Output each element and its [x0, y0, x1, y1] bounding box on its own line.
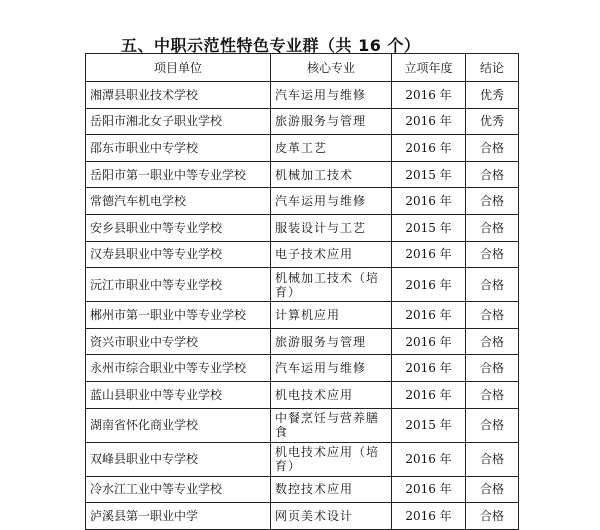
cell-major: 汽车运用与维修: [271, 355, 392, 382]
cell-year: 2016 年: [392, 355, 466, 382]
header-year: 立项年度: [392, 54, 466, 82]
cell-major: 机械加工技术（培育）: [271, 268, 392, 302]
cell-major: 旅游服务与管理: [271, 328, 392, 355]
cell-year: 2016 年: [392, 328, 466, 355]
table-row: [86, 188, 519, 215]
cell-year: 2016 年: [392, 302, 466, 329]
cell-major: 电子技术应用: [271, 241, 392, 268]
cell-unit: 沅江市职业中等专业学校: [86, 268, 271, 302]
table-row: [86, 442, 519, 476]
cell-unit: 湖南省怀化商业学校: [86, 408, 271, 442]
cell-unit: 岳阳市第一职业中等专业学校: [86, 161, 271, 188]
table-row: [86, 82, 519, 109]
cell-result: 合格: [466, 135, 519, 162]
cell-major: 汽车运用与维修: [271, 82, 392, 109]
cell-result: 合格: [466, 503, 519, 530]
cell-major: 机械加工技术: [271, 161, 392, 188]
cell-year: 2016 年: [392, 268, 466, 302]
cell-unit: 湘潭县职业技术学校: [86, 82, 271, 109]
cell-major: 数控技术应用: [271, 476, 392, 503]
cell-major: 中餐烹饪与营养膳食: [271, 408, 392, 442]
header-major: 核心专业: [271, 54, 392, 82]
table-row: [86, 268, 519, 302]
cell-major: 服装设计与工艺: [271, 214, 392, 241]
cell-year: 2016 年: [392, 476, 466, 503]
table-row: [86, 302, 519, 329]
header-result: 结论: [466, 54, 519, 82]
cell-result: 合格: [466, 161, 519, 188]
table-row: [86, 161, 519, 188]
cell-result: 合格: [466, 302, 519, 329]
cell-result: 合格: [466, 188, 519, 215]
cell-year: 2015 年: [392, 161, 466, 188]
table-row: [86, 135, 519, 162]
cell-unit: 邵东市职业中专学校: [86, 135, 271, 162]
cell-result: 合格: [466, 381, 519, 408]
cell-result: 合格: [466, 476, 519, 503]
table-row: [86, 381, 519, 408]
table-row: [86, 328, 519, 355]
cell-major: 网页美术设计: [271, 503, 392, 530]
cell-year: 2016 年: [392, 442, 466, 476]
cell-year: 2016 年: [392, 135, 466, 162]
table-row: [86, 408, 519, 442]
cell-major: 旅游服务与管理: [271, 108, 392, 135]
cell-unit: 常德汽车机电学校: [86, 188, 271, 215]
specialty-group-table: [85, 53, 519, 530]
cell-unit: 双峰县职业中专学校: [86, 442, 271, 476]
cell-year: 2016 年: [392, 82, 466, 109]
cell-year: 2016 年: [392, 381, 466, 408]
table-row: [86, 241, 519, 268]
cell-unit: 冷水江工业中等专业学校: [86, 476, 271, 503]
cell-year: 2015 年: [392, 408, 466, 442]
cell-major: 皮革工艺: [271, 135, 392, 162]
cell-unit: 汉寿县职业中等专业学校: [86, 241, 271, 268]
table-row: [86, 214, 519, 241]
table-header-row: [86, 54, 519, 82]
cell-result: 优秀: [466, 108, 519, 135]
table-row: [86, 355, 519, 382]
cell-year: 2016 年: [392, 188, 466, 215]
cell-unit: 岳阳市湘北女子职业学校: [86, 108, 271, 135]
cell-major: 汽车运用与维修: [271, 188, 392, 215]
cell-unit: 郴州市第一职业中等专业学校: [86, 302, 271, 329]
cell-result: 合格: [466, 214, 519, 241]
cell-major: 机电技术应用（培育）: [271, 442, 392, 476]
cell-unit: 安乡县职业中等专业学校: [86, 214, 271, 241]
cell-major: 机电技术应用: [271, 381, 392, 408]
cell-result: 合格: [466, 355, 519, 382]
cell-year: 2016 年: [392, 503, 466, 530]
table-body: [86, 82, 519, 530]
cell-unit: 永州市综合职业中等专业学校: [86, 355, 271, 382]
table-row: [86, 476, 519, 503]
cell-result: 合格: [466, 241, 519, 268]
cell-result: 合格: [466, 328, 519, 355]
cell-unit: 泸溪县第一职业中学: [86, 503, 271, 530]
cell-unit: 蓝山县职业中等专业学校: [86, 381, 271, 408]
cell-year: 2016 年: [392, 241, 466, 268]
cell-result: 合格: [466, 268, 519, 302]
cell-result: 合格: [466, 442, 519, 476]
header-unit: 项目单位: [86, 54, 271, 82]
cell-major: 计算机应用: [271, 302, 392, 329]
cell-result: 合格: [466, 408, 519, 442]
cell-year: 2015 年: [392, 214, 466, 241]
cell-unit: 资兴市职业中专学校: [86, 328, 271, 355]
cell-year: 2016 年: [392, 108, 466, 135]
table-row: [86, 108, 519, 135]
cell-result: 优秀: [466, 82, 519, 109]
table-row: [86, 503, 519, 530]
section-title: 五、中职示范性特色专业群（共 16 个）: [121, 36, 421, 55]
